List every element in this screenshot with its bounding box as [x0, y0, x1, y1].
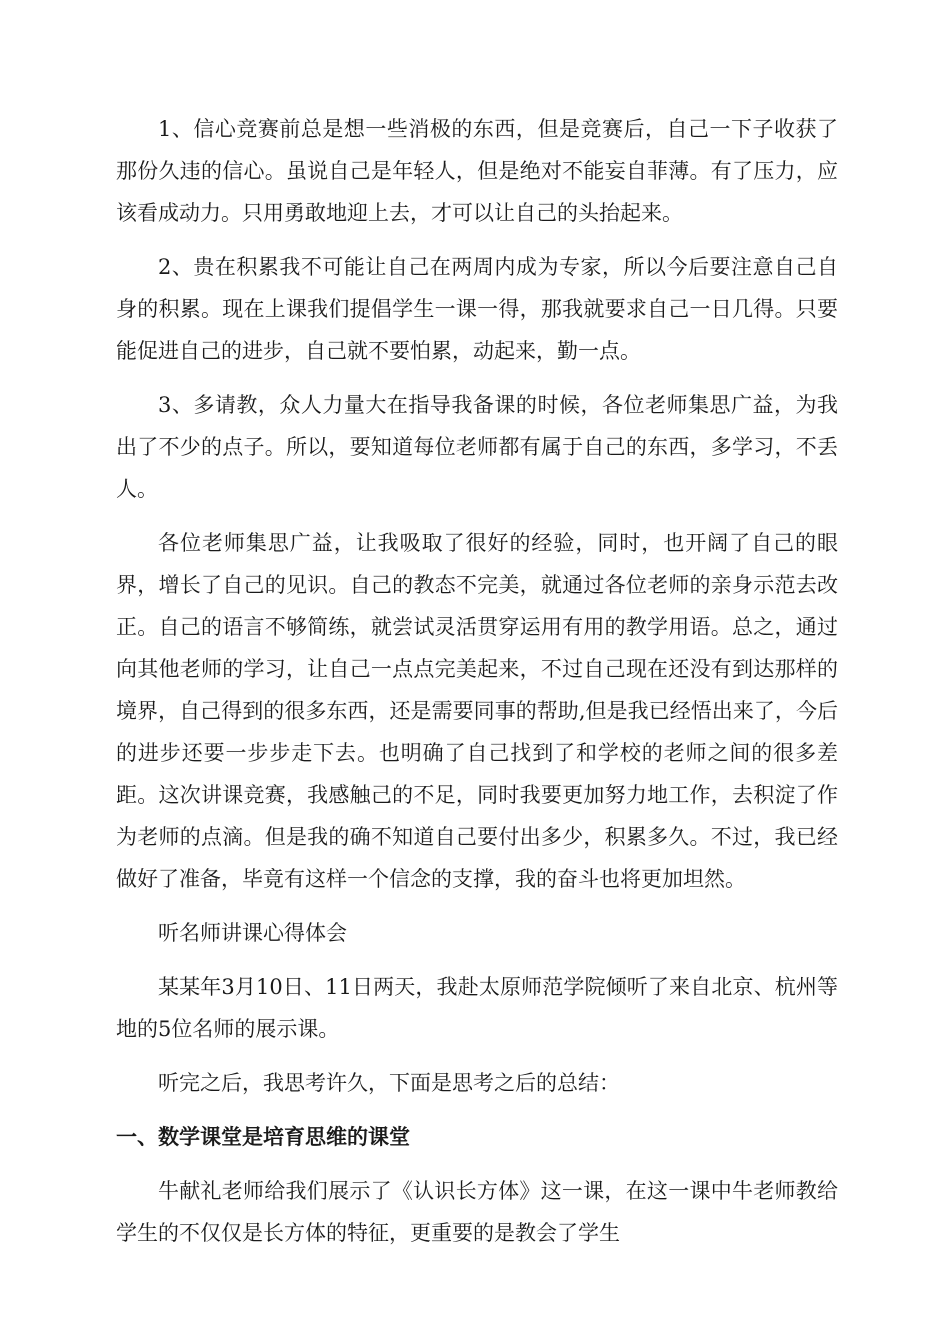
paragraph-subtitle: 听名师讲课心得体会 [158, 921, 347, 945]
paragraph-ask-advice: 3、多请教，众人力量大在指导我备课的时候，各位老师集思广益，为我出了不少的点子。所以，要知道每位老师都有属于自己的东西，多学习，不丢人。 [116, 393, 838, 501]
paragraph-accumulation: 2、贵在积累我不可能让自己在两周内成为专家，所以今后要注意自己自身的积累。现在上课我们提倡学生一课一得，那我就要求自己一日几得。只要能促进自己的进步，自己就不要怕累，动起来，勤一点。 [116, 255, 838, 363]
paragraph-reflection: 各位老师集思广益，让我吸取了很好的经验，同时，也开阔了自己的眼界，增长了自己的见识。自己的教态不完美，就通过各位老师的亲身示范去改正。自己的语言不够简练，就尝试灵活贯穿运用有用的教学用语。总之，通过向其他老师的学习，让自己一点点完美起来，不过自己现在还没有到达那样的境界，自己得到的很多东西，还是需要同事的帮助,但是我已经悟出来了，今后的进步还要一步步走下去。也明确了自己找到了和学校的老师之间的很多差距。这次讲课竞赛，我感触己的不足，同时我要更加努力地工作，去积淀了作为老师的点滴。但是我的确不知道自己要付出多少，积累多久。不过，我已经做好了准备，毕竟有这样一个信念的支撑，我的奋斗也将更加坦然。 [116, 531, 838, 891]
paragraph-summary-intro: 听完之后，我思考许久，下面是思考之后的总结： [158, 1071, 620, 1095]
paragraph-event-intro: 某某年3月10日、11日两天，我赴太原师范学院倾听了来自北京、杭州等地的5位名师的展示课。 [116, 975, 838, 1041]
document-body [116, 108, 838, 1266]
paragraph-confidence: 1、信心竞赛前总是想一些消极的东西，但是竞赛后，自己一下子收获了那份久违的信心。虽说自己是年轻人，但是绝对不能妄自菲薄。有了压力，应该看成动力。只用勇敢地迎上去，才可以让自己的头抬起来。 [116, 117, 838, 225]
section-heading: 一、数学课堂是培育思维的课堂 [116, 1125, 410, 1149]
paragraph-lesson-example: 牛献礼老师给我们展示了《认识长方体》这一课，在这一课中牛老师教给学生的不仅仅是长方体的特征，更重要的是教会了学生 [116, 1179, 838, 1245]
